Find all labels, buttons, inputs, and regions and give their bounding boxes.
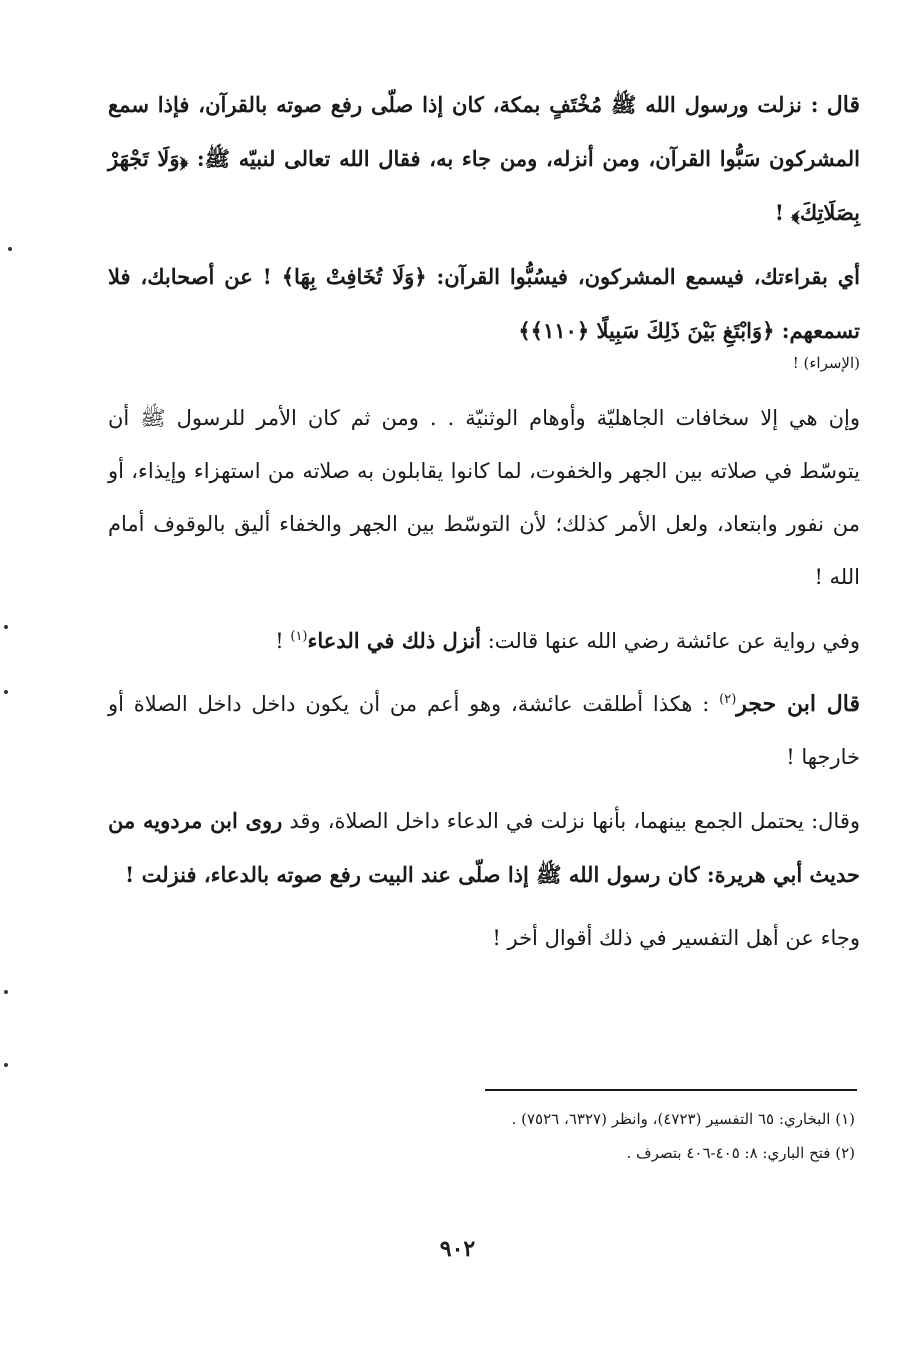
paragraph-2-text: أي بقراءتك، فيسمع المشركون، فيسُبُّوا القرآن: ﴿وَلَا تُخَافِتْ بِهَا﴾ ! عن أصحابك، فلا تسمعهم: ﴿وَابْتَغِ بَيْنَ ذَلِكَ سَبِيلًا ﴿١١٠﴾﴾: [108, 264, 860, 343]
paragraph-1-lead: قال: [826, 92, 860, 118]
page-number: ٩٠٢: [439, 1236, 476, 1262]
paragraph-5-lead: قال ابن حجر: [736, 691, 860, 717]
paragraph-2-surah-ref: (الإسراء) !: [792, 354, 860, 372]
footnote-ref-2: (٢): [719, 692, 737, 707]
paragraph-2: [108, 250, 860, 358]
paragraph-4: [108, 614, 860, 668]
paragraph-5: [108, 678, 860, 784]
footnote-divider: [485, 1089, 857, 1091]
paragraph-5-text: : هكذا أطلقت عائشة، وهو أعم من أن يكون داخل داخل الصلاة أو خارجها !: [108, 692, 860, 769]
paragraph-1-text: : نزلت ورسول الله ﷺ مُخْتَفٍ بمكة، كان إذا صلّى رفع صوته بالقرآن، فإذا سمع المشركون سَبُّوا القرآن، ومن أنزله، ومن جاء به، فقال الله تعالى لنبيّه ﷺ: ﴿وَلَا تَجْهَرْ بِصَلَاتِكَ﴾ !: [108, 92, 860, 225]
footnotes: [95, 1102, 855, 1170]
paragraph-4-text: وفي رواية عن عائشة رضي الله عنها قالت:: [481, 629, 860, 653]
paragraph-3: [108, 392, 860, 604]
paragraph-1: [108, 78, 860, 240]
paragraph-6-bold: روى ابن مردويه من حديث أبي هريرة: كان رسول الله ﷺ إذا صلّى عند البيت رفع صوته بالدعاء، فنزلت !: [108, 808, 860, 887]
page-body: [108, 78, 860, 975]
paragraph-7-text: وجاء عن أهل التفسير في ذلك أقوال أخر !: [492, 926, 860, 950]
margin-mark: [4, 990, 8, 994]
margin-mark: [4, 690, 8, 694]
paragraph-4-bold: أنزل ذلك في الدعاء: [307, 628, 482, 653]
margin-mark: [4, 1063, 8, 1067]
footnote-1: (١) البخاري: ٦٥ التفسير (٤٧٢٣)، وانظر (٦٣٢٧، ٧٥٢٦) .: [511, 1110, 855, 1128]
paragraph-6-text: وقال: يحتمل الجمع بينهما، بأنها نزلت في الدعاء داخل الصلاة، وقد: [282, 809, 860, 833]
margin-mark: [4, 625, 8, 629]
footnote-2: (٢) فتح الباري: ٨: ٤٠٥-٤٠٦ بتصرف .: [626, 1144, 855, 1162]
footnote-ref-1: (١): [290, 629, 308, 644]
paragraph-4-tail: !: [275, 629, 291, 653]
paragraph-7: [108, 912, 860, 965]
margin-mark: [8, 247, 12, 251]
paragraph-3-text: وإن هي إلا سخافات الجاهليّة وأوهام الوثنيّة . . ومن ثم كان الأمر للرسول ﷺ أن يتوسّط في صلاته بين الجهر والخفوت، لما كانوا يقابلون به صلاته من استهزاء وإيذاء، أو من نفور وابتعاد، ولعل الأمر كذلك؛ لأن التوسّط بين الجهر والخفاء أليق بالوقوف أمام الله !: [108, 406, 860, 589]
paragraph-6: [108, 794, 860, 902]
